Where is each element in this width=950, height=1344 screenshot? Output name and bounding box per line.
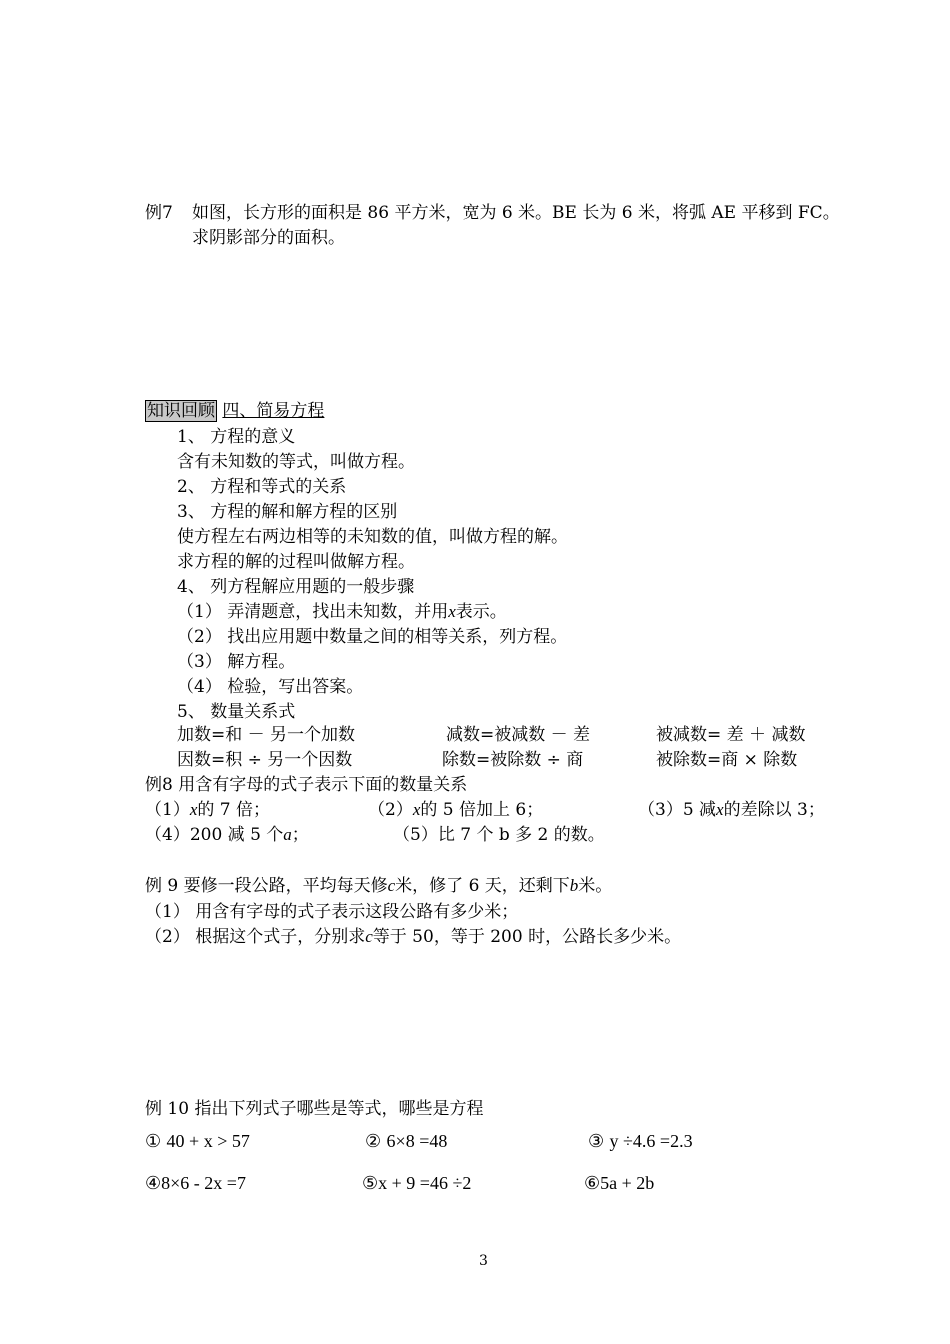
ex10-item-4 [145,1172,246,1195]
q2-prefix: （2） [368,800,413,820]
ex9-var-b: b [569,876,579,895]
review-header [145,400,324,422]
step1-var: x [448,602,456,621]
review-item-2: 2、 方程和等式的关系 [177,477,347,497]
step1-suffix: 表示。 [455,602,507,622]
ex10-item-1 [145,1130,250,1153]
q1-prefix: （1） [145,800,190,820]
relation-2-3: 被除数=商 × 除数 [656,750,798,770]
ex10-item-5 [362,1172,471,1195]
ex9-prefix: 例 9 要修一段公路，平均每天修 [145,876,388,896]
q3-var: x [716,800,724,819]
ex9-var-c: c [387,876,396,895]
relation-1-3: 被减数= 差 ＋ 减数 [656,725,806,745]
example8-title: 例8 用含有字母的式子表示下面的数量关系 [145,775,468,795]
ex10-num-1: ① [145,1131,162,1152]
ex10-expr-6: 5a + 2b [600,1173,655,1193]
review-item-1: 1、 方程的意义 [177,427,296,447]
ex9-q2-var: c [365,927,373,946]
relation-2-1: 因数=积 ÷ 另一个因数 [177,750,353,770]
relation-1-1: 加数=和 － 另一个加数 [177,725,356,745]
ex10-num-3: ③ [588,1131,605,1152]
ex10-expr-5: x + 9 =46 ÷2 [378,1173,472,1193]
review-step-1 [177,601,507,623]
ex9-q2-suffix: 等于 50，等于 200 时，公路长多少米。 [372,927,682,947]
q3-prefix: （3）5 减 [638,800,717,820]
review-item-3-def1: 使方程左右两边相等的未知数的值，叫做方程的解。 [177,527,568,547]
ex10-item-3 [588,1130,693,1153]
review-item-3-def2: 求方程的解的过程叫做解方程。 [177,552,415,572]
q3-suffix: 的差除以 3； [723,800,825,820]
example8-q4 [145,824,309,846]
q4-prefix: （4）200 减 5 个 [145,825,284,845]
review-item-5: 5、 数量关系式 [177,702,296,722]
review-title: 四、简易方程 [222,401,325,421]
q2-var: x [412,800,421,819]
ex9-suffix: 米。 [578,876,613,896]
ex10-expr-3: y ÷4.6 =2.3 [609,1131,693,1151]
example8-q2 [368,799,543,821]
review-item-3: 3、 方程的解和解方程的区别 [177,502,398,522]
page-number: 3 [479,1253,488,1269]
example9-q2 [145,926,681,948]
ex10-num-4: ④ [145,1173,162,1194]
q1-var: x [189,800,198,819]
review-item-1-def: 含有未知数的等式，叫做方程。 [177,452,415,472]
example10-title: 例 10 指出下列式子哪些是等式，哪些是方程 [145,1099,484,1119]
example9-title [145,875,612,897]
review-step-4: （4） 检验，写出答案。 [177,677,364,697]
review-badge: 知识回顾 [147,401,215,421]
example7-label: 例7 [145,203,173,223]
example8-q3 [638,799,825,821]
ex10-num-5: ⑤ [362,1173,379,1194]
relation-2-2: 除数=被除数 ÷ 商 [442,750,584,770]
ex9-q2-prefix: （2） 根据这个式子，分别求 [145,927,366,947]
ex10-num-2: ② [365,1131,382,1152]
example7-line1: 如图，长方形的面积是 86 平方米，宽为 6 米。BE 长为 6 米，将弧 AE 平移到 FC。 [192,203,840,223]
review-step-2: （2） 找出应用题中数量之间的相等关系，列方程。 [177,627,568,647]
example8-q5: （5）比 7 个 b 多 2 的数。 [393,825,605,845]
example9-q1: （1） 用含有字母的式子表示这段公路有多少米； [145,902,519,922]
review-step-3: （3） 解方程。 [177,652,296,672]
ex10-num-6: ⑥ [584,1173,601,1194]
step1-prefix: （1） 弄清题意，找出未知数，并用 [177,602,449,622]
review-item-4: 4、 列方程解应用题的一般步骤 [177,577,415,597]
ex9-mid: 米，修了 6 天，还剩下 [395,876,570,896]
ex10-expr-2: 6×8 =48 [386,1131,448,1151]
example8-q1 [145,799,270,821]
ex10-expr-1: 40 + x > 57 [166,1131,250,1151]
q1-suffix: 的 7 倍； [197,800,270,820]
q4-var: a [283,825,292,844]
q2-suffix: 的 5 倍加上 6； [420,800,544,820]
q4-suffix: ； [291,825,309,845]
ex10-item-2 [365,1130,447,1153]
ex10-item-6 [584,1172,654,1195]
relation-1-2: 减数=被减数 － 差 [446,725,591,745]
ex10-expr-4: 8×6 - 2x =7 [161,1173,246,1193]
example7-line2: 求阴影部分的面积。 [192,228,345,248]
